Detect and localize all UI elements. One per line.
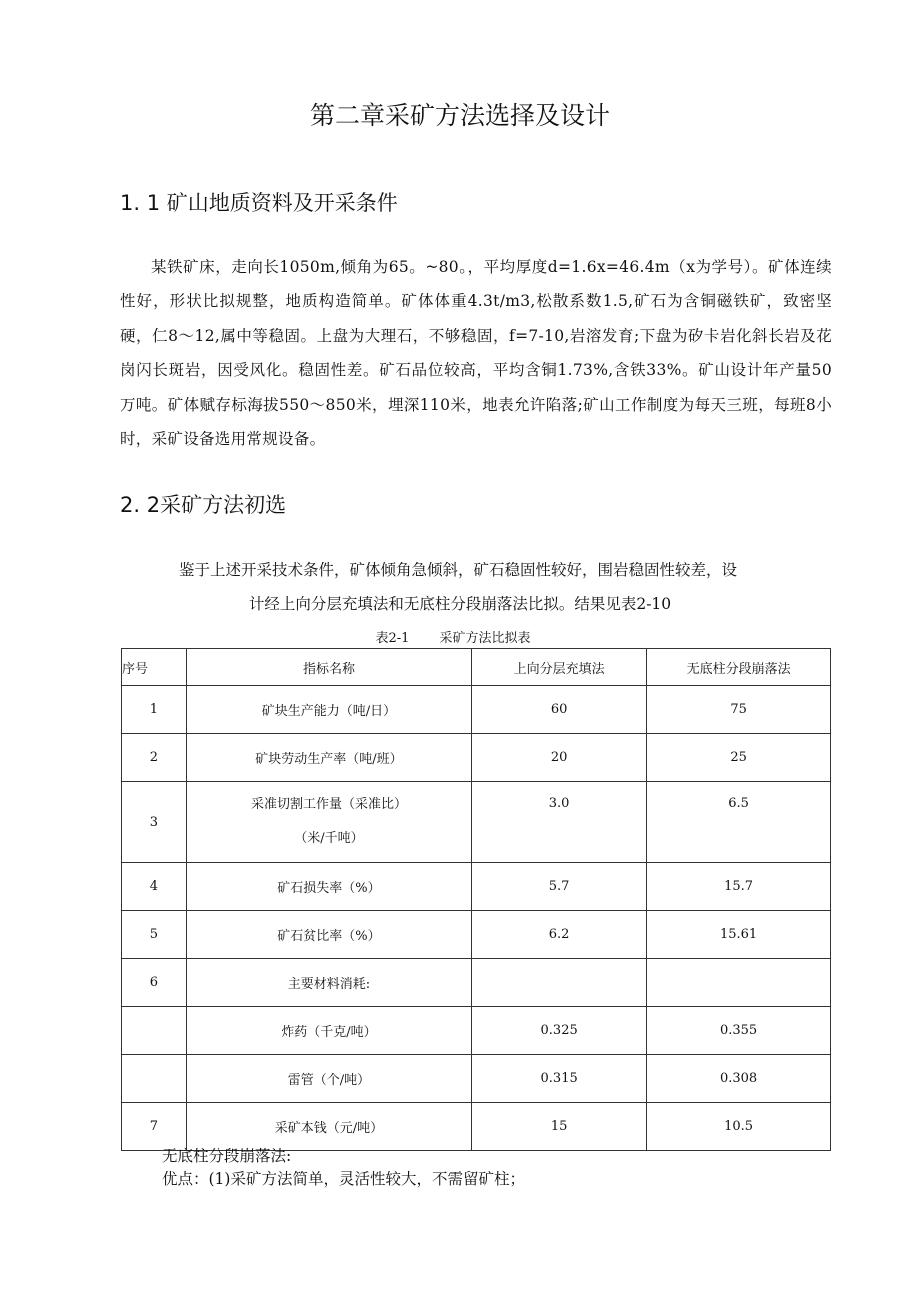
cell-method-b bbox=[647, 959, 831, 1007]
page-title: 第二章采矿方法选择及设计 bbox=[309, 101, 610, 130]
table-row bbox=[122, 911, 831, 959]
cell-name-line-2: （米/千吨） bbox=[294, 831, 364, 846]
comparison-table bbox=[121, 648, 831, 1151]
cell-method-a: 5.7 bbox=[472, 863, 647, 911]
cell-name: 矿块生产能力（吨/日） bbox=[186, 686, 471, 734]
cell-name: 雷管（个/吨） bbox=[186, 1055, 471, 1103]
cell-method-a: 3.0 bbox=[472, 782, 647, 863]
caving-method-advantages: 优点：(1)采矿方法简单，灵活性较大，不需留矿柱； bbox=[162, 1170, 525, 1188]
cell-no: 2 bbox=[122, 734, 187, 782]
table-row bbox=[122, 782, 831, 863]
cell-method-b: 75 bbox=[647, 686, 831, 734]
cell-no: 4 bbox=[122, 863, 187, 911]
cell-no: 7 bbox=[122, 1103, 187, 1151]
cell-name: 矿块劳动生产率（吨/班） bbox=[186, 734, 471, 782]
table-caption-number: 表2-1 bbox=[375, 631, 410, 646]
cell-method-b: 15.61 bbox=[647, 911, 831, 959]
header-name: 指标名称 bbox=[186, 649, 471, 686]
method-selection-line-1: 鉴于上述开采技术条件，矿体倾角急倾斜，矿石稳固性较好，围岩稳固性较差，设 bbox=[178, 561, 737, 579]
cell-method-b: 10.5 bbox=[647, 1103, 831, 1151]
table-row bbox=[122, 1055, 831, 1103]
cell-method-b: 25 bbox=[647, 734, 831, 782]
header-method-b: 无底柱分段崩落法 bbox=[647, 649, 831, 686]
cell-method-a: 0.315 bbox=[472, 1055, 647, 1103]
table-row bbox=[122, 686, 831, 734]
cell-no bbox=[122, 1055, 187, 1103]
header-no: 序号 bbox=[122, 649, 187, 686]
cell-name: 矿石贫比率（%） bbox=[186, 911, 471, 959]
cell-no: 5 bbox=[122, 911, 187, 959]
cell-method-b: 6.5 bbox=[647, 782, 831, 863]
table-row bbox=[122, 1007, 831, 1055]
table-header-row bbox=[122, 649, 831, 686]
cell-no: 1 bbox=[122, 686, 187, 734]
section-heading-method-selection: 2. 2采矿方法初选 bbox=[120, 493, 287, 517]
cell-method-b: 15.7 bbox=[647, 863, 831, 911]
cell-method-b: 0.355 bbox=[647, 1007, 831, 1055]
cell-name: 炸药（千克/吨） bbox=[186, 1007, 471, 1055]
cell-name-line-1: 采准切割工作量（采准比） bbox=[250, 797, 407, 812]
caving-method-heading: 无底柱分段崩落法: bbox=[162, 1147, 292, 1165]
geology-paragraph: 某铁矿床，走向长1050m,倾角为65。~80。，平均厚度d=1.6x=46.4m（x为学号）。矿体连续性好，形状比拟规整，地质构造简单。矿体体重4.3t/m3,松散系数1.5,矿石为含铜磁铁矿，致密坚硬，仁8～12,属中等稳固。上盘为大理石，不够稳固，f=7-10,岩溶发育;下盘为矽卡岩化斜长岩及花岗闪长斑岩，因受风化。稳固性差。矿石品位较高，平均含铜1.73%,含铁33%。矿山设计年产量50万吨。矿体赋存标海拔550～850米，埋深110米，地表允许陷落;矿山工作制度为每天三班，每班8小时，采矿设备选用常规设备。 bbox=[120, 258, 832, 449]
cell-name: 矿石损失率（%） bbox=[186, 863, 471, 911]
method-selection-line-2: 计经上向分层充填法和无底柱分段崩落法比拟。结果见表2-10 bbox=[248, 595, 672, 613]
cell-method-b: 0.308 bbox=[647, 1055, 831, 1103]
cell-method-a: 60 bbox=[472, 686, 647, 734]
cell-name bbox=[186, 782, 471, 863]
table-row bbox=[122, 959, 831, 1007]
table-caption bbox=[0, 627, 913, 646]
cell-no: 3 bbox=[122, 782, 187, 863]
header-method-a: 上向分层充填法 bbox=[472, 649, 647, 686]
cell-method-a: 6.2 bbox=[472, 911, 647, 959]
cell-method-a: 20 bbox=[472, 734, 647, 782]
table-row bbox=[122, 734, 831, 782]
cell-name: 主要材料消耗: bbox=[186, 959, 471, 1007]
cell-no: 6 bbox=[122, 959, 187, 1007]
cell-method-a bbox=[472, 959, 647, 1007]
cell-method-a: 15 bbox=[472, 1103, 647, 1151]
table-row bbox=[122, 863, 831, 911]
cell-method-a: 0.325 bbox=[472, 1007, 647, 1055]
cell-no bbox=[122, 1007, 187, 1055]
section-heading-geology: 1. 1 矿山地质资料及开采条件 bbox=[120, 191, 398, 215]
table-caption-text: 采矿方法比拟表 bbox=[439, 631, 531, 646]
cell-name: 采矿本钱（元/吨） bbox=[186, 1103, 471, 1151]
